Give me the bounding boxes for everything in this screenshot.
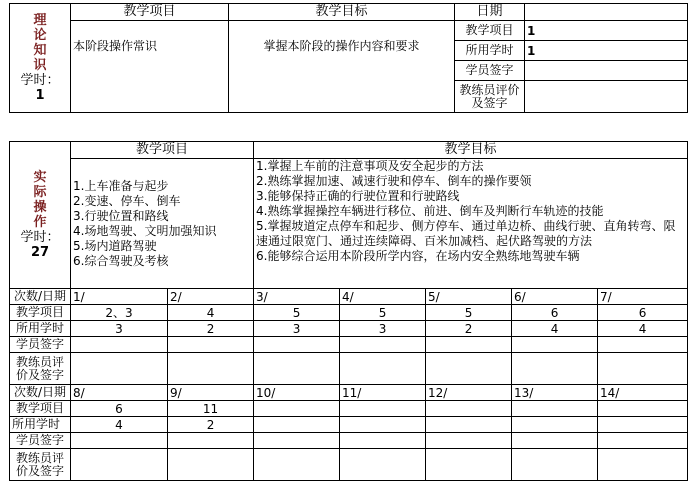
theory-header-goal: 教学目标 (229, 4, 455, 21)
theory-date-value (525, 4, 688, 21)
signature-cell (71, 433, 168, 449)
session-cell: 10/ (254, 385, 340, 401)
list-item: 6.综合驾驶及考核 (73, 253, 169, 268)
practice-hours-label: 学时： (20, 230, 60, 245)
item-cell (340, 401, 426, 417)
item-cell (254, 401, 340, 417)
hours-cell: 4 (598, 321, 688, 337)
evaluation-cell (168, 449, 254, 481)
row-label-item: 教学项目 (10, 401, 71, 417)
signature-cell (512, 433, 598, 449)
row-label-session: 次数/日期 (10, 385, 71, 401)
signature-cell (598, 433, 688, 449)
theory-value-hours: 1 (525, 41, 688, 61)
theory-hours-label: 学时： (20, 73, 60, 88)
item-cell (512, 401, 598, 417)
evaluation-cell (598, 449, 688, 481)
theory-header-date: 日期 (455, 4, 525, 21)
list-item: 3.能够保持正确的行驶位置和行驶路线 (256, 189, 460, 203)
evaluation-cell (254, 353, 340, 385)
table-row (10, 401, 688, 417)
list-item: 2.变速、停车、倒车 (73, 193, 181, 208)
evaluation-cell (340, 353, 426, 385)
session-cell: 3/ (254, 289, 340, 305)
hours-cell (254, 417, 340, 433)
hours-cell: 4 (512, 321, 598, 337)
signature-cell (426, 433, 512, 449)
table-row (10, 449, 688, 481)
table-row (10, 417, 688, 433)
list-item: 4.熟练掌握操控车辆进行移位、前进、倒车及判断行车轨迹的技能 (256, 204, 604, 218)
table-row (10, 385, 688, 401)
session-cell: 4/ (340, 289, 426, 305)
evaluation-cell (71, 449, 168, 481)
theory-label-signature: 学员签字 (455, 61, 525, 81)
item-cell: 11 (168, 401, 254, 417)
row-label-evaluation: 教练员评价及签字 (10, 353, 71, 385)
evaluation-cell (426, 353, 512, 385)
session-cell: 1/ (71, 289, 168, 305)
session-cell: 9/ (168, 385, 254, 401)
hours-cell: 4 (71, 417, 168, 433)
evaluation-cell (71, 353, 168, 385)
session-cell: 13/ (512, 385, 598, 401)
signature-cell (598, 337, 688, 353)
practice-goal-list (254, 159, 688, 289)
item-cell: 4 (168, 305, 254, 321)
signature-cell (426, 337, 512, 353)
table-row (10, 353, 688, 385)
table-row (10, 321, 688, 337)
practice-hours-value: 27 (30, 245, 50, 260)
hours-cell: 3 (340, 321, 426, 337)
theory-section-title: 理 论 知 识 学时： 1 (10, 4, 71, 113)
item-cell: 2、3 (71, 305, 168, 321)
practice-item-list (71, 159, 254, 289)
row-label-item: 教学项目 (10, 305, 71, 321)
theory-hours-value: 1 (35, 88, 45, 103)
practice-table (9, 141, 688, 481)
theory-label-evaluation: 教练员评价及签字 (455, 81, 525, 113)
item-cell: 6 (512, 305, 598, 321)
row-label-session: 次数/日期 (10, 289, 71, 305)
signature-cell (71, 337, 168, 353)
list-item: 1.掌握上车前的注意事项及安全起步的方法 (256, 159, 484, 173)
session-cell: 14/ (598, 385, 688, 401)
list-item: 3.行驶位置和路线 (73, 208, 169, 223)
hours-cell: 2 (168, 417, 254, 433)
list-item: 6.能够综合运用本阶段所学内容，在场内安全熟练地驾驶车辆 (256, 249, 580, 263)
session-cell: 2/ (168, 289, 254, 305)
session-cell: 5/ (426, 289, 512, 305)
practice-header-goal: 教学目标 (254, 142, 688, 159)
table-row (10, 433, 688, 449)
list-item: 5.掌握坡道定点停车和起步、侧方停车、通过单边桥、曲线行驶、直角转弯、限速通过限宽门、通过连续障碍、百米加减档、起伏路驾驶的方法 (256, 219, 676, 248)
evaluation-cell (426, 449, 512, 481)
session-cell: 8/ (71, 385, 168, 401)
theory-header-item: 教学项目 (71, 4, 229, 21)
theory-label-hours: 所用学时 (455, 41, 525, 61)
signature-cell (168, 337, 254, 353)
hours-cell: 3 (71, 321, 168, 337)
signature-cell (254, 337, 340, 353)
evaluation-cell (598, 353, 688, 385)
hours-cell (512, 417, 598, 433)
table-row (10, 305, 688, 321)
hours-cell: 3 (254, 321, 340, 337)
item-cell: 5 (254, 305, 340, 321)
evaluation-cell (254, 449, 340, 481)
evaluation-cell (512, 449, 598, 481)
practice-header-item: 教学项目 (71, 142, 254, 159)
theory-value-evaluation (525, 81, 688, 113)
list-item: 1.上车准备与起步 (73, 178, 169, 193)
hours-cell (340, 417, 426, 433)
hours-cell: 2 (168, 321, 254, 337)
evaluation-cell (340, 449, 426, 481)
row-label-hours: 所用学时 (10, 417, 71, 433)
row-label-hours: 所用学时 (10, 321, 71, 337)
evaluation-cell (512, 353, 598, 385)
hours-cell (598, 417, 688, 433)
signature-cell (512, 337, 598, 353)
row-label-evaluation: 教练员评价及签字 (10, 449, 71, 481)
practice-section-title: 实 际 操 作 学时： 27 (10, 142, 71, 289)
theory-goal: 掌握本阶段的操作内容和要求 (229, 21, 455, 113)
table-row (10, 289, 688, 305)
item-cell: 5 (426, 305, 512, 321)
session-cell: 7/ (598, 289, 688, 305)
item-cell: 6 (71, 401, 168, 417)
signature-cell (254, 433, 340, 449)
session-cell: 12/ (426, 385, 512, 401)
item-cell (598, 401, 688, 417)
session-cell: 6/ (512, 289, 598, 305)
table-row (10, 337, 688, 353)
signature-cell (168, 433, 254, 449)
list-item: 5.场内道路驾驶 (73, 238, 157, 253)
row-label-signature: 学员签字 (10, 337, 71, 353)
item-cell: 5 (340, 305, 426, 321)
signature-cell (340, 433, 426, 449)
theory-label-item: 教学项目 (455, 21, 525, 41)
list-item: 4.场地驾驶、文明加强知识 (73, 223, 217, 238)
row-label-signature: 学员签字 (10, 433, 71, 449)
signature-cell (340, 337, 426, 353)
item-cell (426, 401, 512, 417)
theory-item: 本阶段操作常识 (71, 21, 229, 113)
theory-table (9, 3, 688, 113)
list-item: 2.熟练掌握加速、减速行驶和停车、倒车的操作要领 (256, 174, 532, 188)
item-cell: 6 (598, 305, 688, 321)
theory-value-signature (525, 61, 688, 81)
session-cell: 11/ (340, 385, 426, 401)
evaluation-cell (168, 353, 254, 385)
hours-cell: 2 (426, 321, 512, 337)
theory-value-item: 1 (525, 21, 688, 41)
hours-cell (426, 417, 512, 433)
